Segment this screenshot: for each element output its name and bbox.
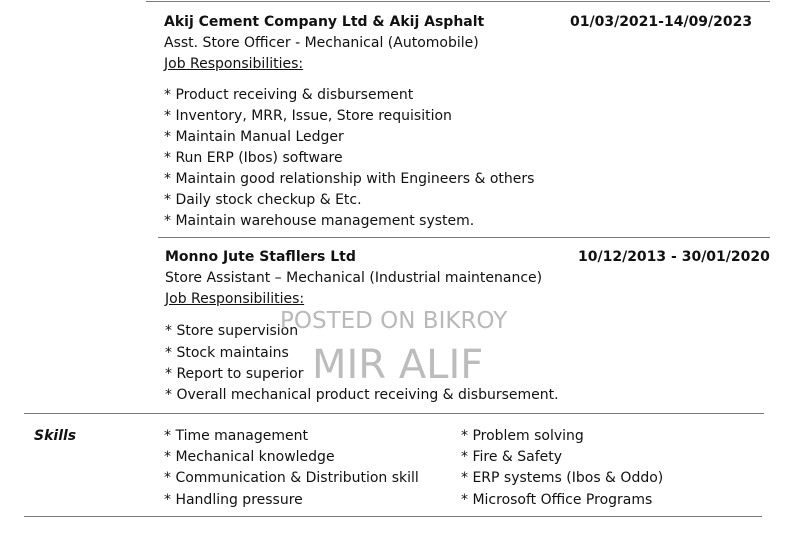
skill-item: * Mechanical knowledge (164, 449, 335, 465)
top-divider (146, 1, 770, 2)
job1-item: * Product receiving & disbursement (164, 87, 414, 103)
skills-heading: Skills (34, 428, 77, 444)
job1-item: * Maintain good relationship with Engineers & others (164, 171, 535, 187)
job2-responsibilities-label: Job Responsibilities: (165, 291, 305, 307)
skill-item: * Fire & Safety (461, 449, 563, 465)
skill-item: * ERP systems (Ibos & Oddo) (461, 470, 664, 486)
job1-item: * Run ERP (Ibos) software (164, 150, 343, 166)
job1-item: * Inventory, MRR, Issue, Store requisition (164, 108, 452, 124)
skill-item: * Microsoft Office Programs (461, 492, 653, 508)
job1-responsibilities-label: Job Responsibilities: (164, 56, 304, 72)
job1-title: Asst. Store Officer - Mechanical (Automobile) (164, 35, 479, 51)
job1-item: * Maintain Manual Ledger (164, 129, 344, 145)
job2-title: Store Assistant – Mechanical (Industrial maintenance) (165, 270, 543, 286)
job2-item: * Overall mechanical product receiving & disbursement. (165, 387, 559, 403)
job1-dates: 01/03/2021-14/09/2023 (570, 14, 753, 30)
watermark-posted: POSTED ON BIKROY (280, 308, 508, 334)
job2-item: * Stock maintains (165, 345, 289, 361)
job2-item: * Report to superior (165, 366, 304, 382)
job1-item: * Daily stock checkup & Etc. (164, 192, 362, 208)
watermark-name: MIR ALIF (312, 342, 484, 388)
skill-item: * Problem solving (461, 428, 584, 444)
job2-company: Monno Jute Stafllers Ltd (165, 249, 356, 265)
job2-dates: 10/12/2013 - 30/01/2020 (578, 249, 770, 265)
job2-item: * Store supervision (165, 323, 299, 339)
skills-bottom-divider (24, 516, 762, 517)
job1-item: * Maintain warehouse management system. (164, 213, 475, 229)
job1-company: Akij Cement Company Ltd & Akij Asphalt (164, 14, 485, 30)
skills-top-divider (24, 413, 764, 414)
job-divider (158, 237, 770, 238)
skill-item: * Time management (164, 428, 308, 444)
skill-item: * Handling pressure (164, 492, 303, 508)
skill-item: * Communication & Distribution skill (164, 470, 419, 486)
